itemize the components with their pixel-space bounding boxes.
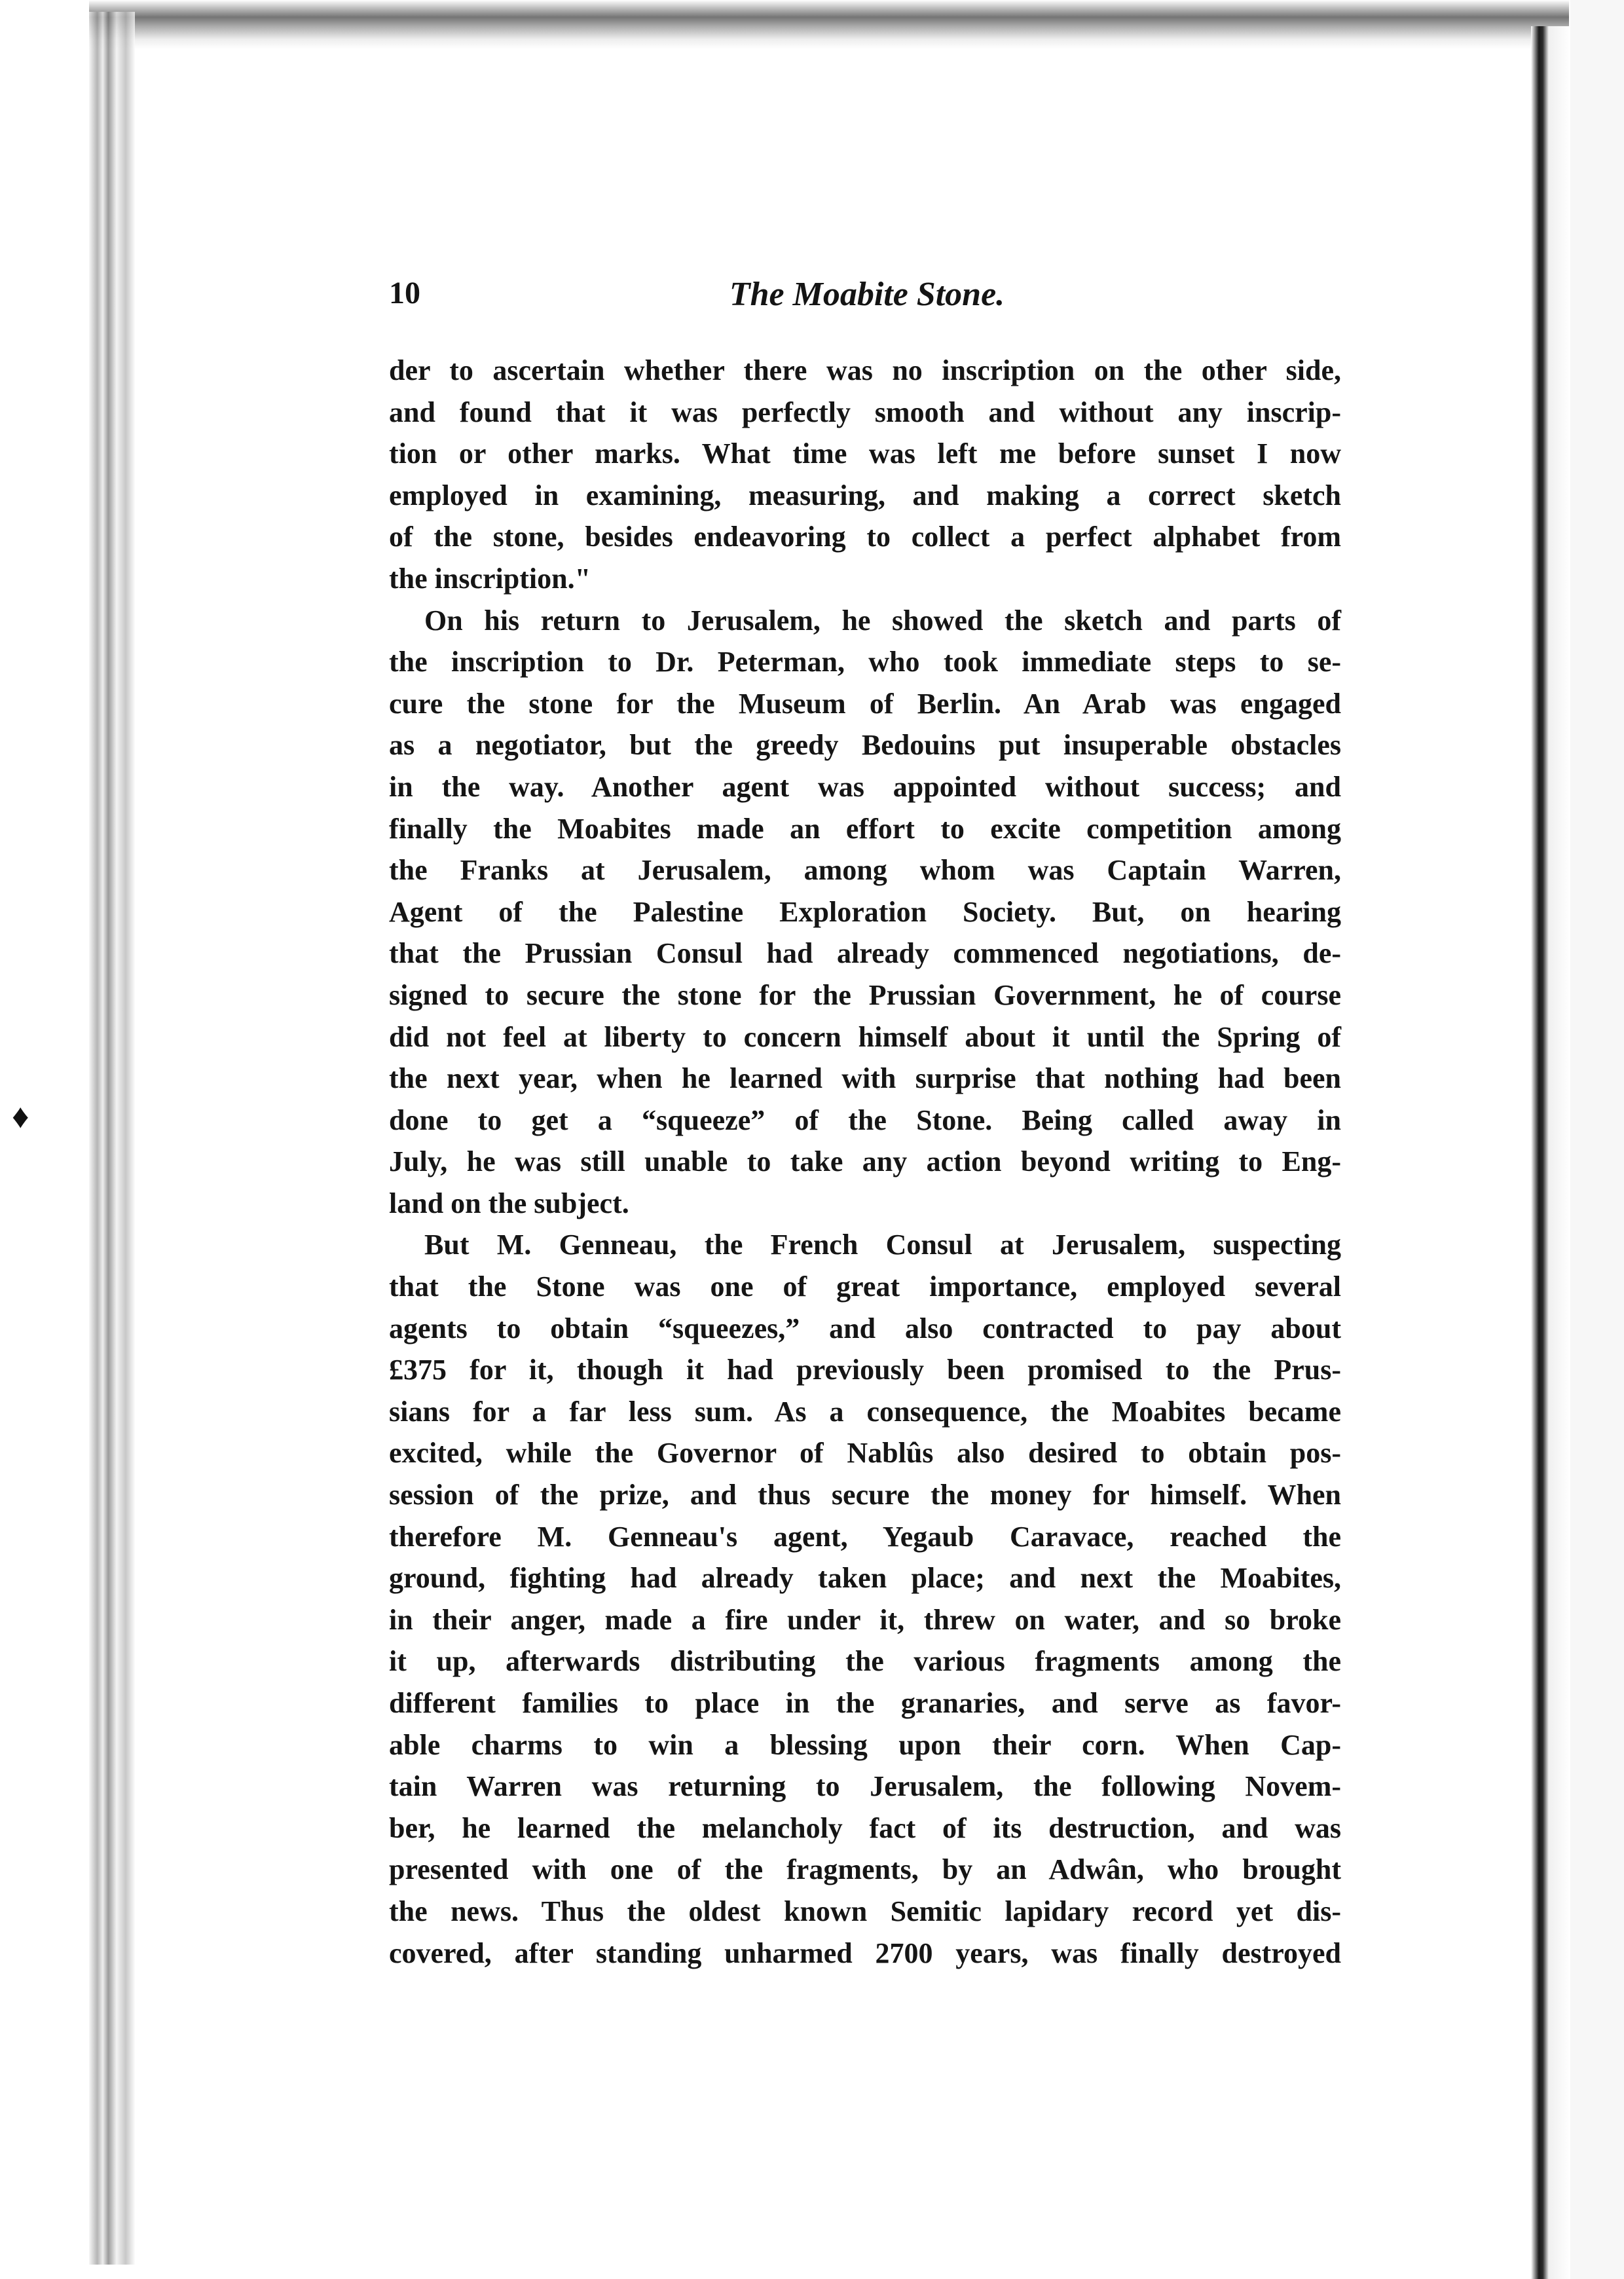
text-line: the next year, when he learned with surprise that nothing had been <box>389 1062 1341 1095</box>
adjacent-page-strip <box>1570 0 1624 2279</box>
text-line: in the way. Another agent was appointed without success; and <box>389 770 1341 803</box>
text-line: tain Warren was returning to Jerusalem, the following Novem- <box>389 1770 1341 1803</box>
stray-ink-mark: ♦ <box>12 1098 29 1136</box>
text-line: land on the subject. <box>389 1187 629 1219</box>
text-line: the news. Thus the oldest known Semitic lapidary record yet dis- <box>389 1895 1341 1927</box>
text-line: different families to place in the granaries, and serve as favor- <box>389 1687 1341 1719</box>
text-line: it up, afterwards distributing the various fragments among the <box>389 1645 1341 1678</box>
text-line: covered, after standing unharmed 2700 years, was finally destroyed <box>389 1936 1341 1969</box>
page-top-edge <box>89 0 1569 49</box>
text-line: as a negotiator, but the greedy Bedouins put insuperable obstacles <box>389 729 1341 762</box>
text-line: ber, he learned the melancholy fact of its destruction, and was <box>389 1811 1341 1844</box>
text-line: and found that it was perfectly smooth and without any inscrip- <box>389 396 1341 428</box>
page-header <box>389 275 1345 314</box>
running-title: The Moabite Stone. <box>729 276 1005 313</box>
text-line: agents to obtain “squeezes,” and also contracted to pay about <box>389 1312 1341 1344</box>
body-text <box>389 350 1341 1974</box>
page-number: 10 <box>389 276 420 310</box>
text-line: July, he was still unable to take any action beyond writing to Eng- <box>389 1145 1341 1178</box>
text-line: employed in examining, measuring, and making a correct sketch <box>389 479 1341 511</box>
text-line: able charms to win a blessing upon their corn. When Cap- <box>389 1728 1341 1761</box>
text-line: did not feel at liberty to concern himself about it until the Spring of <box>389 1020 1341 1053</box>
text-line: finally the Moabites made an effort to excite competition among <box>389 812 1341 845</box>
text-line: of the stone, besides endeavoring to collect a perfect alphabet from <box>389 521 1341 553</box>
page-left-edge <box>89 12 135 2265</box>
text-line: £375 for it, though it had previously been promised to the Prus- <box>389 1354 1341 1386</box>
text-line: the inscription." <box>389 562 591 595</box>
text-line: therefore M. Genneau's agent, Yegaub Caravace, reached the <box>389 1520 1341 1553</box>
page-right-edge <box>1531 26 1570 2279</box>
text-line: excited, while the Governor of Nablûs also desired to obtain pos- <box>389 1437 1341 1470</box>
text-line: But M. Genneau, the French Consul at Jerusalem, suspecting <box>424 1229 1341 1261</box>
text-line: der to ascertain whether there was no inscription on the other side, <box>389 354 1341 386</box>
text-line: done to get a “squeeze” of the Stone. Being called away in <box>389 1103 1341 1136</box>
text-line: sians for a far less sum. As a consequence, the Moabites became <box>389 1395 1341 1428</box>
text-line: session of the prize, and thus secure the money for himself. When <box>389 1479 1341 1511</box>
text-line: that the Stone was one of great importance, employed several <box>389 1270 1341 1303</box>
text-line: the Franks at Jerusalem, among whom was Captain Warren, <box>389 854 1341 887</box>
text-line: Agent of the Palestine Exploration Society. But, on hearing <box>389 895 1341 928</box>
text-line: presented with one of the fragments, by an Adwân, who brought <box>389 1853 1341 1886</box>
text-line: that the Prussian Consul had already commenced negotiations, de- <box>389 937 1341 970</box>
text-line: the inscription to Dr. Peterman, who took immediate steps to se- <box>389 646 1341 678</box>
text-line: tion or other marks. What time was left me before sunset I now <box>389 437 1341 470</box>
text-line: cure the stone for the Museum of Berlin. An Arab was engaged <box>389 687 1341 720</box>
text-line: signed to secure the stone for the Prussian Government, he of course <box>389 978 1341 1011</box>
text-line: in their anger, made a fire under it, threw on water, and so broke <box>389 1603 1341 1636</box>
text-line: On his return to Jerusalem, he showed the sketch and parts of <box>424 604 1341 637</box>
text-line: ground, fighting had already taken place; and next the Moabites, <box>389 1562 1341 1595</box>
